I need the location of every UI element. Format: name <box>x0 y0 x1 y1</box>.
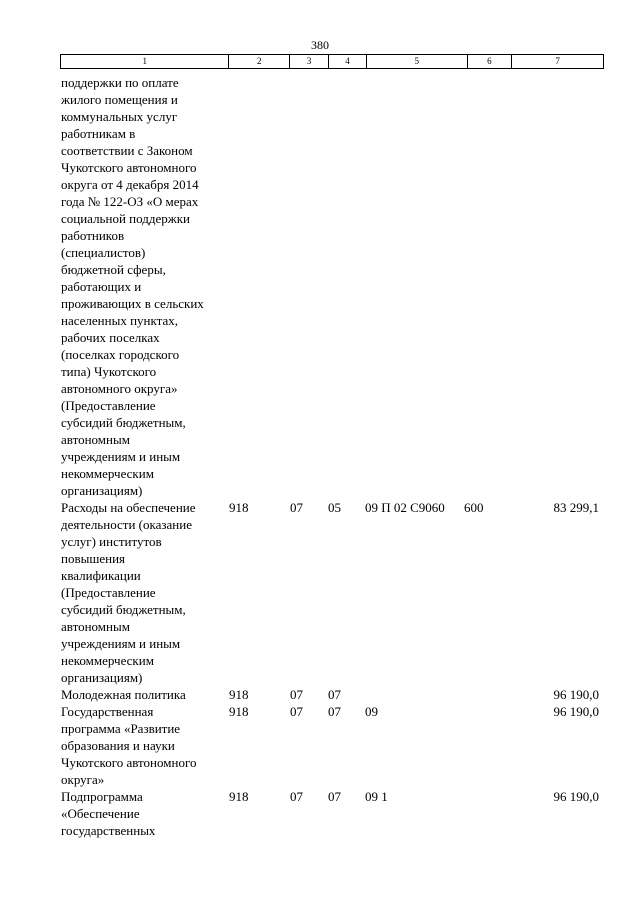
table-body <box>61 74 606 839</box>
header-col-4: 4 <box>329 55 367 68</box>
table-row <box>61 788 606 839</box>
row-sum: 83 299,1 <box>553 500 599 515</box>
row-csr: 09 П 02 С9060 <box>365 500 445 515</box>
row-csr: 09 1 <box>365 789 388 804</box>
row-name: Государственная программа «Развитие образования и науки Чукотского автономного округа» <box>61 704 197 787</box>
row-name: поддержки по оплате жилого помещения и коммунальных услуг работникам в соответствии с Законом Чукотского автономного округа от 4 декабря 2014 года № 122-ОЗ «О мерах социальной поддержки работников (специалистов) бюджетной сферы, работающих и проживающих в сельских населенных пунктах, рабочих поселках (поселках городского типа) Чукотского автономного округа» (Предоставление субсидий бюджетным, автономным учреждениям и иным некоммерческим организациям) <box>61 75 204 498</box>
row-csr: 09 <box>365 704 378 719</box>
row-pr: 07 <box>328 789 341 804</box>
row-sum: 96 190,0 <box>553 789 599 804</box>
table-row <box>61 74 606 499</box>
row-name: Подпрограмма «Обеспечение государственных <box>61 789 156 838</box>
header-col-2: 2 <box>229 55 290 68</box>
row-rz: 07 <box>290 789 303 804</box>
header-col-3: 3 <box>290 55 329 68</box>
row-pr: 07 <box>328 704 341 719</box>
row-rz: 07 <box>290 500 303 515</box>
row-pr: 07 <box>328 687 341 702</box>
row-rz: 07 <box>290 704 303 719</box>
row-name: Молодежная политика <box>61 687 186 702</box>
row-sum: 96 190,0 <box>553 687 599 702</box>
row-vr: 600 <box>464 500 484 515</box>
table-row <box>61 703 606 788</box>
row-sum: 96 190,0 <box>553 704 599 719</box>
table-row <box>61 499 606 686</box>
header-col-6: 6 <box>468 55 513 68</box>
page-number: 380 <box>311 38 329 52</box>
row-pr: 05 <box>328 500 341 515</box>
row-gr: 918 <box>229 687 249 702</box>
header-col-5: 5 <box>367 55 468 68</box>
row-gr: 918 <box>229 704 249 719</box>
table-header <box>60 54 604 69</box>
table-row <box>61 686 606 703</box>
row-name: Расходы на обеспечение деятельности (оказание услуг) институтов повышения квалификации (Предоставление субсидий бюджетным, автономным учреждениям и иным некоммерческим организациям) <box>61 500 196 685</box>
row-rz: 07 <box>290 687 303 702</box>
header-col-7: 7 <box>555 56 560 66</box>
row-gr: 918 <box>229 500 249 515</box>
header-col-1: 1 <box>61 55 229 68</box>
row-gr: 918 <box>229 789 249 804</box>
